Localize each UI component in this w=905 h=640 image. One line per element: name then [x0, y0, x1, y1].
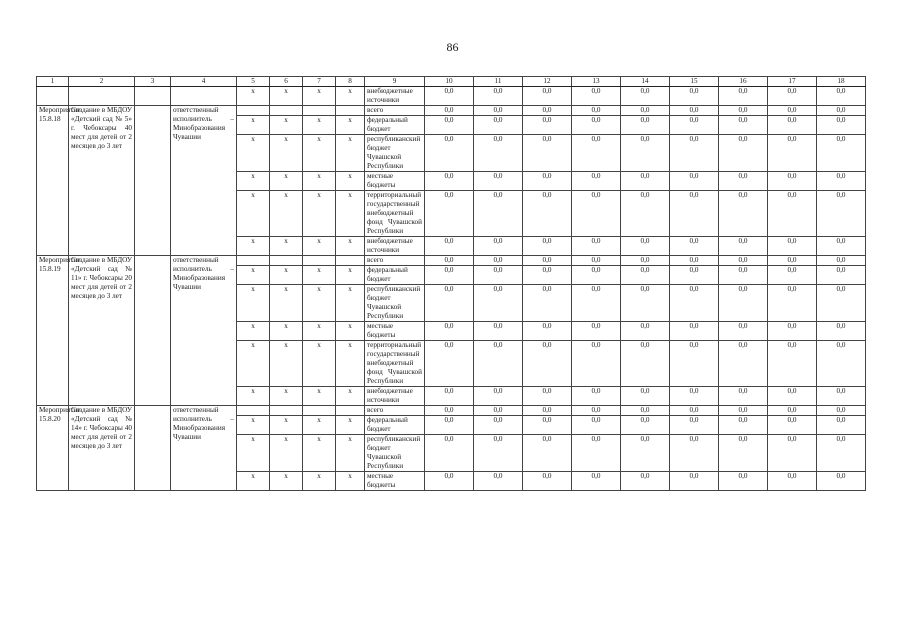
code-cell: x	[303, 266, 336, 285]
value-cell: 0,0	[523, 472, 572, 491]
funding-source: всего	[365, 256, 425, 266]
value-cell: 0,0	[523, 135, 572, 172]
value-cell: 0,0	[523, 322, 572, 341]
code-cell: x	[237, 435, 270, 472]
code-cell: x	[237, 322, 270, 341]
value-cell: 0,0	[670, 285, 719, 322]
value-cell: 0,0	[572, 472, 621, 491]
page-number: 86	[446, 40, 459, 54]
value-cell: 0,0	[621, 266, 670, 285]
value-cell: 0,0	[474, 266, 523, 285]
value-cell: 0,0	[719, 237, 768, 256]
table-row	[37, 87, 866, 106]
code-cell: x	[270, 172, 303, 191]
value-cell: 0,0	[572, 416, 621, 435]
value-cell: 0,0	[474, 416, 523, 435]
value-cell: 0,0	[719, 116, 768, 135]
column-number: 12	[523, 77, 572, 87]
value-cell: 0,0	[523, 406, 572, 416]
funding-source: всего	[365, 406, 425, 416]
value-cell: 0,0	[768, 87, 817, 106]
value-cell: 0,0	[670, 266, 719, 285]
value-cell: 0,0	[425, 322, 474, 341]
column-number: 3	[135, 77, 171, 87]
funding-source: внебюджетные источники	[365, 387, 425, 406]
code-cell: x	[303, 87, 336, 106]
code-cell: x	[336, 191, 365, 237]
value-cell: 0,0	[670, 472, 719, 491]
value-cell: 0,0	[621, 285, 670, 322]
value-cell: 0,0	[817, 256, 866, 266]
value-cell: 0,0	[474, 106, 523, 116]
value-cell: 0,0	[670, 87, 719, 106]
value-cell: 0,0	[768, 106, 817, 116]
code-cell: x	[270, 435, 303, 472]
code-cell: x	[237, 237, 270, 256]
value-cell: 0,0	[768, 191, 817, 237]
value-cell: 0,0	[425, 172, 474, 191]
value-cell: 0,0	[572, 341, 621, 387]
column-number: 13	[572, 77, 621, 87]
value-cell: 0,0	[572, 116, 621, 135]
value-cell: 0,0	[621, 116, 670, 135]
value-cell: 0,0	[523, 435, 572, 472]
value-cell: 0,0	[621, 406, 670, 416]
code-cell: x	[303, 472, 336, 491]
value-cell: 0,0	[523, 116, 572, 135]
value-cell: 0,0	[523, 87, 572, 106]
funding-source: всего	[365, 106, 425, 116]
code-cell	[303, 256, 336, 266]
value-cell: 0,0	[523, 237, 572, 256]
value-cell: 0,0	[719, 87, 768, 106]
value-cell: 0,0	[425, 285, 474, 322]
value-cell: 0,0	[621, 87, 670, 106]
value-cell: 0,0	[719, 406, 768, 416]
code-cell: x	[270, 322, 303, 341]
funding-source: территориальный государственный внебюджетный фонд Чувашской Республики	[365, 341, 425, 387]
value-cell: 0,0	[621, 416, 670, 435]
value-cell: 0,0	[817, 172, 866, 191]
value-cell: 0,0	[621, 256, 670, 266]
code-cell: x	[237, 472, 270, 491]
value-cell: 0,0	[719, 322, 768, 341]
column-number: 7	[303, 77, 336, 87]
value-cell: 0,0	[425, 237, 474, 256]
funding-source: федеральный бюджет	[365, 116, 425, 135]
funding-source: республиканский бюджет Чувашской Республики	[365, 285, 425, 322]
funding-source: местные бюджеты	[365, 472, 425, 491]
value-cell: 0,0	[474, 387, 523, 406]
code-cell: x	[270, 237, 303, 256]
funding-source: местные бюджеты	[365, 322, 425, 341]
event-title: Создание в МБДОУ «Детский сад № 11» г. Чебоксары 20 мест для детей от 2 месяцев до 3 лет	[69, 256, 135, 406]
value-cell: 0,0	[670, 406, 719, 416]
value-cell: 0,0	[425, 472, 474, 491]
value-cell: 0,0	[817, 472, 866, 491]
code-cell: x	[336, 416, 365, 435]
column-number: 18	[817, 77, 866, 87]
empty-cell	[135, 87, 171, 106]
code-cell: x	[303, 387, 336, 406]
code-cell: x	[303, 341, 336, 387]
value-cell: 0,0	[425, 135, 474, 172]
value-cell: 0,0	[572, 387, 621, 406]
code-cell: x	[237, 172, 270, 191]
value-cell: 0,0	[425, 256, 474, 266]
value-cell: 0,0	[719, 172, 768, 191]
value-cell: 0,0	[670, 191, 719, 237]
value-cell: 0,0	[817, 106, 866, 116]
value-cell: 0,0	[425, 416, 474, 435]
table-row	[37, 256, 866, 266]
funding-source: федеральный бюджет	[365, 416, 425, 435]
value-cell: 0,0	[621, 387, 670, 406]
column-number: 15	[670, 77, 719, 87]
value-cell: 0,0	[474, 135, 523, 172]
code-cell	[270, 106, 303, 116]
value-cell: 0,0	[768, 435, 817, 472]
value-cell: 0,0	[719, 435, 768, 472]
value-cell: 0,0	[719, 256, 768, 266]
value-cell: 0,0	[670, 106, 719, 116]
code-cell: x	[270, 416, 303, 435]
value-cell: 0,0	[670, 135, 719, 172]
value-cell: 0,0	[621, 472, 670, 491]
value-cell: 0,0	[572, 256, 621, 266]
value-cell: 0,0	[817, 116, 866, 135]
value-cell: 0,0	[523, 266, 572, 285]
code-cell: x	[270, 341, 303, 387]
code-cell: x	[336, 341, 365, 387]
value-cell: 0,0	[621, 435, 670, 472]
value-cell: 0,0	[474, 435, 523, 472]
code-cell: x	[303, 285, 336, 322]
code-cell: x	[237, 191, 270, 237]
value-cell: 0,0	[572, 435, 621, 472]
code-cell: x	[336, 435, 365, 472]
code-cell: x	[270, 191, 303, 237]
value-cell: 0,0	[719, 191, 768, 237]
code-cell: x	[270, 285, 303, 322]
empty-cell	[135, 256, 171, 406]
code-cell: x	[237, 341, 270, 387]
value-cell: 0,0	[572, 106, 621, 116]
value-cell: 0,0	[474, 285, 523, 322]
value-cell: 0,0	[768, 172, 817, 191]
column-number-row	[37, 77, 866, 87]
code-cell	[303, 406, 336, 416]
value-cell: 0,0	[621, 106, 670, 116]
value-cell: 0,0	[523, 172, 572, 191]
value-cell: 0,0	[768, 285, 817, 322]
code-cell	[237, 406, 270, 416]
value-cell: 0,0	[817, 191, 866, 237]
value-cell: 0,0	[817, 266, 866, 285]
code-cell	[303, 106, 336, 116]
value-cell: 0,0	[523, 285, 572, 322]
value-cell: 0,0	[670, 256, 719, 266]
column-number: 10	[425, 77, 474, 87]
value-cell: 0,0	[572, 322, 621, 341]
value-cell: 0,0	[572, 191, 621, 237]
value-cell: 0,0	[768, 266, 817, 285]
budget-table	[36, 76, 866, 491]
code-cell: x	[303, 116, 336, 135]
value-cell: 0,0	[719, 341, 768, 387]
code-cell: x	[237, 135, 270, 172]
value-cell: 0,0	[572, 237, 621, 256]
value-cell: 0,0	[670, 341, 719, 387]
value-cell: 0,0	[474, 116, 523, 135]
value-cell: 0,0	[719, 416, 768, 435]
code-cell: x	[336, 87, 365, 106]
value-cell: 0,0	[621, 135, 670, 172]
code-cell: x	[336, 172, 365, 191]
value-cell: 0,0	[817, 237, 866, 256]
value-cell: 0,0	[474, 237, 523, 256]
empty-cell	[37, 87, 69, 106]
code-cell	[270, 406, 303, 416]
value-cell: 0,0	[817, 435, 866, 472]
event-code: Мероприятие 15.8.19	[37, 256, 69, 406]
value-cell: 0,0	[425, 87, 474, 106]
value-cell: 0,0	[523, 106, 572, 116]
code-cell: x	[336, 472, 365, 491]
value-cell: 0,0	[768, 256, 817, 266]
code-cell: x	[336, 135, 365, 172]
value-cell: 0,0	[621, 341, 670, 387]
value-cell: 0,0	[817, 135, 866, 172]
value-cell: 0,0	[474, 191, 523, 237]
column-number: 5	[237, 77, 270, 87]
code-cell: x	[336, 322, 365, 341]
value-cell: 0,0	[719, 472, 768, 491]
funding-source: внебюджетные источники	[365, 237, 425, 256]
funding-source: федеральный бюджет	[365, 266, 425, 285]
event-executor: ответственный исполнитель – Минобразования Чувашии	[171, 406, 237, 491]
code-cell	[336, 256, 365, 266]
value-cell: 0,0	[768, 135, 817, 172]
value-cell: 0,0	[768, 237, 817, 256]
column-number: 16	[719, 77, 768, 87]
code-cell: x	[336, 266, 365, 285]
column-number: 11	[474, 77, 523, 87]
value-cell: 0,0	[425, 341, 474, 387]
code-cell: x	[303, 135, 336, 172]
value-cell: 0,0	[817, 285, 866, 322]
value-cell: 0,0	[719, 285, 768, 322]
value-cell: 0,0	[425, 191, 474, 237]
funding-source: местные бюджеты	[365, 172, 425, 191]
column-number: 2	[69, 77, 135, 87]
code-cell: x	[237, 87, 270, 106]
value-cell: 0,0	[425, 406, 474, 416]
code-cell: x	[303, 435, 336, 472]
value-cell: 0,0	[817, 322, 866, 341]
value-cell: 0,0	[425, 106, 474, 116]
value-cell: 0,0	[719, 135, 768, 172]
value-cell: 0,0	[670, 416, 719, 435]
code-cell: x	[303, 191, 336, 237]
value-cell: 0,0	[817, 387, 866, 406]
event-title: Создание в МБДОУ «Детский сад № 5» г. Чебоксары 40 мест для детей от 2 месяцев до 3 лет	[69, 106, 135, 256]
event-code: Мероприятие 15.8.20	[37, 406, 69, 491]
empty-cell	[171, 87, 237, 106]
value-cell: 0,0	[670, 172, 719, 191]
value-cell: 0,0	[719, 266, 768, 285]
value-cell: 0,0	[474, 341, 523, 387]
value-cell: 0,0	[572, 172, 621, 191]
value-cell: 0,0	[572, 285, 621, 322]
column-number: 4	[171, 77, 237, 87]
value-cell: 0,0	[572, 406, 621, 416]
value-cell: 0,0	[670, 237, 719, 256]
value-cell: 0,0	[523, 416, 572, 435]
value-cell: 0,0	[817, 416, 866, 435]
value-cell: 0,0	[621, 191, 670, 237]
funding-source: республиканский бюджет Чувашской Республики	[365, 435, 425, 472]
value-cell: 0,0	[719, 106, 768, 116]
value-cell: 0,0	[670, 116, 719, 135]
code-cell: x	[270, 266, 303, 285]
code-cell: x	[303, 237, 336, 256]
value-cell: 0,0	[768, 387, 817, 406]
value-cell: 0,0	[572, 87, 621, 106]
code-cell: x	[270, 472, 303, 491]
code-cell: x	[237, 266, 270, 285]
funding-source: территориальный государственный внебюджетный фонд Чувашской Республики	[365, 191, 425, 237]
value-cell: 0,0	[768, 472, 817, 491]
value-cell: 0,0	[719, 387, 768, 406]
value-cell: 0,0	[817, 87, 866, 106]
column-number: 9	[365, 77, 425, 87]
code-cell	[270, 256, 303, 266]
value-cell: 0,0	[474, 87, 523, 106]
value-cell: 0,0	[523, 341, 572, 387]
value-cell: 0,0	[425, 387, 474, 406]
code-cell: x	[336, 285, 365, 322]
value-cell: 0,0	[523, 191, 572, 237]
value-cell: 0,0	[817, 341, 866, 387]
value-cell: 0,0	[474, 472, 523, 491]
event-executor: ответственный исполнитель – Минобразования Чувашии	[171, 106, 237, 256]
value-cell: 0,0	[768, 406, 817, 416]
code-cell: x	[270, 387, 303, 406]
value-cell: 0,0	[817, 406, 866, 416]
code-cell	[237, 106, 270, 116]
value-cell: 0,0	[523, 256, 572, 266]
code-cell: x	[336, 237, 365, 256]
value-cell: 0,0	[425, 435, 474, 472]
value-cell: 0,0	[621, 172, 670, 191]
code-cell: x	[336, 387, 365, 406]
column-number: 14	[621, 77, 670, 87]
funding-source: республиканский бюджет Чувашской Республики	[365, 135, 425, 172]
code-cell: x	[270, 87, 303, 106]
code-cell: x	[303, 416, 336, 435]
empty-cell	[135, 406, 171, 491]
column-number: 6	[270, 77, 303, 87]
value-cell: 0,0	[572, 135, 621, 172]
value-cell: 0,0	[474, 172, 523, 191]
code-cell: x	[237, 416, 270, 435]
value-cell: 0,0	[621, 322, 670, 341]
code-cell: x	[237, 116, 270, 135]
value-cell: 0,0	[670, 387, 719, 406]
value-cell: 0,0	[768, 322, 817, 341]
value-cell: 0,0	[474, 406, 523, 416]
value-cell: 0,0	[768, 116, 817, 135]
code-cell: x	[336, 116, 365, 135]
code-cell: x	[303, 322, 336, 341]
value-cell: 0,0	[670, 435, 719, 472]
column-number: 1	[37, 77, 69, 87]
empty-cell	[69, 87, 135, 106]
code-cell: x	[237, 387, 270, 406]
funding-source: внебюджетные источники	[365, 87, 425, 106]
code-cell: x	[270, 135, 303, 172]
code-cell: x	[237, 285, 270, 322]
value-cell: 0,0	[474, 256, 523, 266]
code-cell	[237, 256, 270, 266]
event-code: Мероприятие 15.8.18	[37, 106, 69, 256]
column-number: 17	[768, 77, 817, 87]
code-cell: x	[303, 172, 336, 191]
value-cell: 0,0	[474, 322, 523, 341]
empty-cell	[135, 106, 171, 256]
event-executor: ответственный исполнитель – Минобразования Чувашии	[171, 256, 237, 406]
table-row	[37, 106, 866, 116]
value-cell: 0,0	[523, 387, 572, 406]
value-cell: 0,0	[572, 266, 621, 285]
table-row	[37, 406, 866, 416]
event-title: Создание в МБДОУ «Детский сад № 14» г. Чебоксары 40 мест для детей от 2 месяцев до 3 лет	[69, 406, 135, 491]
value-cell: 0,0	[621, 237, 670, 256]
value-cell: 0,0	[768, 341, 817, 387]
value-cell: 0,0	[670, 322, 719, 341]
column-number: 8	[336, 77, 365, 87]
value-cell: 0,0	[425, 266, 474, 285]
value-cell: 0,0	[425, 116, 474, 135]
code-cell	[336, 106, 365, 116]
value-cell: 0,0	[768, 416, 817, 435]
code-cell	[336, 406, 365, 416]
code-cell: x	[270, 116, 303, 135]
